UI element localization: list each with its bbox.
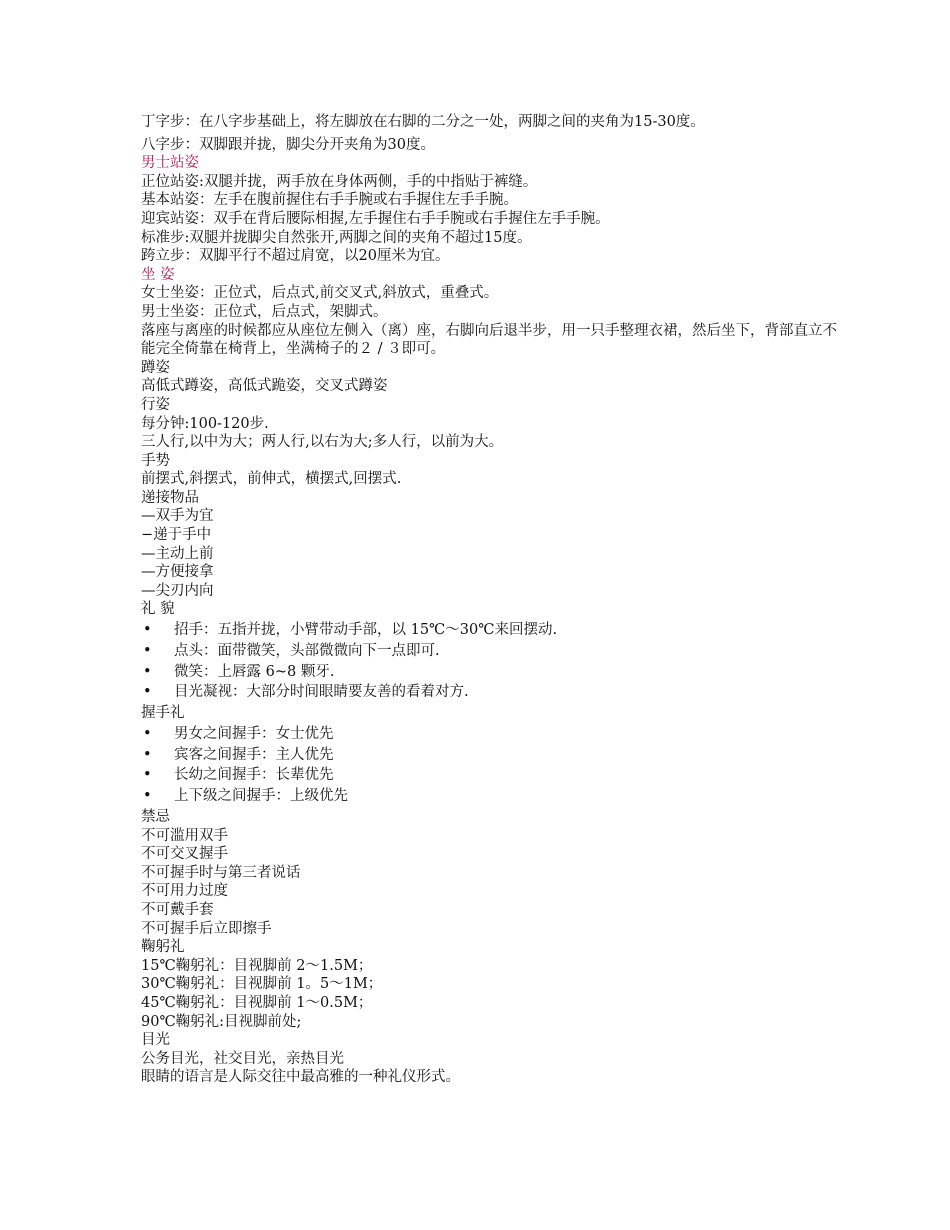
text-line-ding-step: 丁字步：在八字步基础上，将左脚放在右脚的二分之一处，两脚之间的夹角为15-30度。 (141, 114, 705, 130)
text-line: 每分钟:100-120步. (141, 415, 269, 432)
list-item: • 目光凝视：大部分时间眼睛要友善的看着对方. (143, 684, 469, 701)
bullet-icon: • (143, 622, 152, 639)
list-item: • 宾客之间握手：主人优先 (143, 746, 334, 763)
section-heading-gaze: 目光 (141, 1032, 170, 1049)
text-line: 30℃鞠躬礼：目视脚前 1。5～1M； (141, 976, 383, 993)
text-line: 45℃鞠躬礼：目视脚前 1～0.5M； (141, 994, 373, 1011)
text-line: 迎宾站姿：双手在背后腰际相握,左手握住右手手腕或右手握住左手手腕。 (141, 210, 610, 227)
text-line: 正位站姿:双腿并拢，两手放在身体两侧，手的中指贴于裤缝。 (141, 173, 538, 190)
text-line: 不可握手后立即擦手 (141, 920, 272, 937)
bullet-icon: • (143, 642, 152, 659)
list-item: • 男女之间握手：女士优先 (143, 725, 334, 742)
text-line: —尖刃内向 (141, 582, 214, 599)
text-line: 15℃鞠躬礼：目视脚前 2～1.5M； (141, 957, 373, 974)
text-line: 不可交叉握手 (141, 846, 228, 863)
text-line: 跨立步：双脚平行不超过肩宽，以20厘米为宜。 (141, 248, 450, 265)
text-line: 三人行,以中为大；两人行,以右为大;多人行，以前为大。 (141, 434, 504, 451)
text-line: 90℃鞠躬礼:目视脚前处; (141, 1013, 302, 1030)
text-line: —方便接拿 (141, 564, 214, 581)
list-item: • 长幼之间握手：长辈优先 (143, 767, 334, 784)
section-heading-gestures: 手势 (141, 452, 170, 469)
list-item: • 上下级之间握手：上级优先 (143, 788, 348, 805)
section-heading-men-standing: 男士站姿 (141, 155, 199, 172)
text-line-ba-step: 八字步：双脚跟并拢，脚尖分开夹角为30度。 (141, 136, 435, 153)
document-body (141, 113, 841, 1087)
text-line: −递于手中 (141, 527, 212, 544)
text-line: 女士坐姿：正位式，后点式,前交叉式,斜放式，重叠式。 (141, 285, 499, 302)
bullet-icon: • (143, 663, 152, 680)
text-line: —双手为宜 (141, 508, 214, 525)
bullet-icon: • (143, 788, 152, 805)
text-line: 标准步:双腿并拢脚尖自然张开,两脚之间的夹角不超过15度。 (141, 229, 532, 246)
list-item: • 招手：五指并拢，小臂带动手部，以 15℃～30℃来回摆动. (143, 622, 558, 639)
text-line: 男士坐姿：正位式，后点式，架脚式。 (141, 303, 388, 320)
list-item: • 微笑：上唇露 6~8 颗牙. (143, 663, 335, 680)
list-item: • 点头：面带微笑，头部微微向下一点即可. (143, 642, 440, 659)
bullet-icon: • (143, 684, 152, 701)
text-line: 不可滥用双手 (141, 827, 228, 844)
bullet-icon: • (143, 767, 152, 784)
section-heading-handshake: 握手礼 (141, 705, 185, 722)
bullet-icon: • (143, 746, 152, 763)
section-heading-squat: 蹲姿 (141, 359, 170, 376)
text-line: 基本站姿：左手在腹前握住右手手腕或右手握住左手手腕。 (141, 192, 518, 209)
section-heading-handing-items: 递接物品 (141, 489, 199, 506)
text-paragraph-seating: 落座与离座的时候都应从座位左侧入（离）座，右脚向后退半步，用一只手整理衣裙，然后坐下，背部直立不能完全倚靠在椅背上，坐满椅子的２ / ３即可。 (141, 322, 837, 358)
section-heading-sitting: 坐 姿 (141, 266, 175, 283)
text-line: 高低式蹲姿，高低式跪姿，交叉式蹲姿 (141, 378, 388, 395)
bullet-icon: • (143, 725, 152, 742)
text-line: 不可握手时与第三者说话 (141, 864, 301, 881)
text-line: 眼睛的语言是人际交往中最高雅的一种礼仪形式。 (141, 1069, 460, 1086)
section-heading-manners: 礼 貌 (141, 601, 175, 618)
section-heading-bowing: 鞠躬礼 (141, 939, 185, 956)
text-line: 前摆式,斜摆式，前伸式，横摆式,回摆式. (141, 471, 402, 488)
section-heading-walking: 行姿 (141, 396, 170, 413)
text-line: 不可戴手套 (141, 901, 214, 918)
text-line: 不可用力过度 (141, 883, 228, 900)
text-line: —主动上前 (141, 545, 214, 562)
section-heading-taboos: 禁忌 (141, 809, 170, 825)
text-line: 公务目光，社交目光，亲热目光 (141, 1050, 344, 1067)
